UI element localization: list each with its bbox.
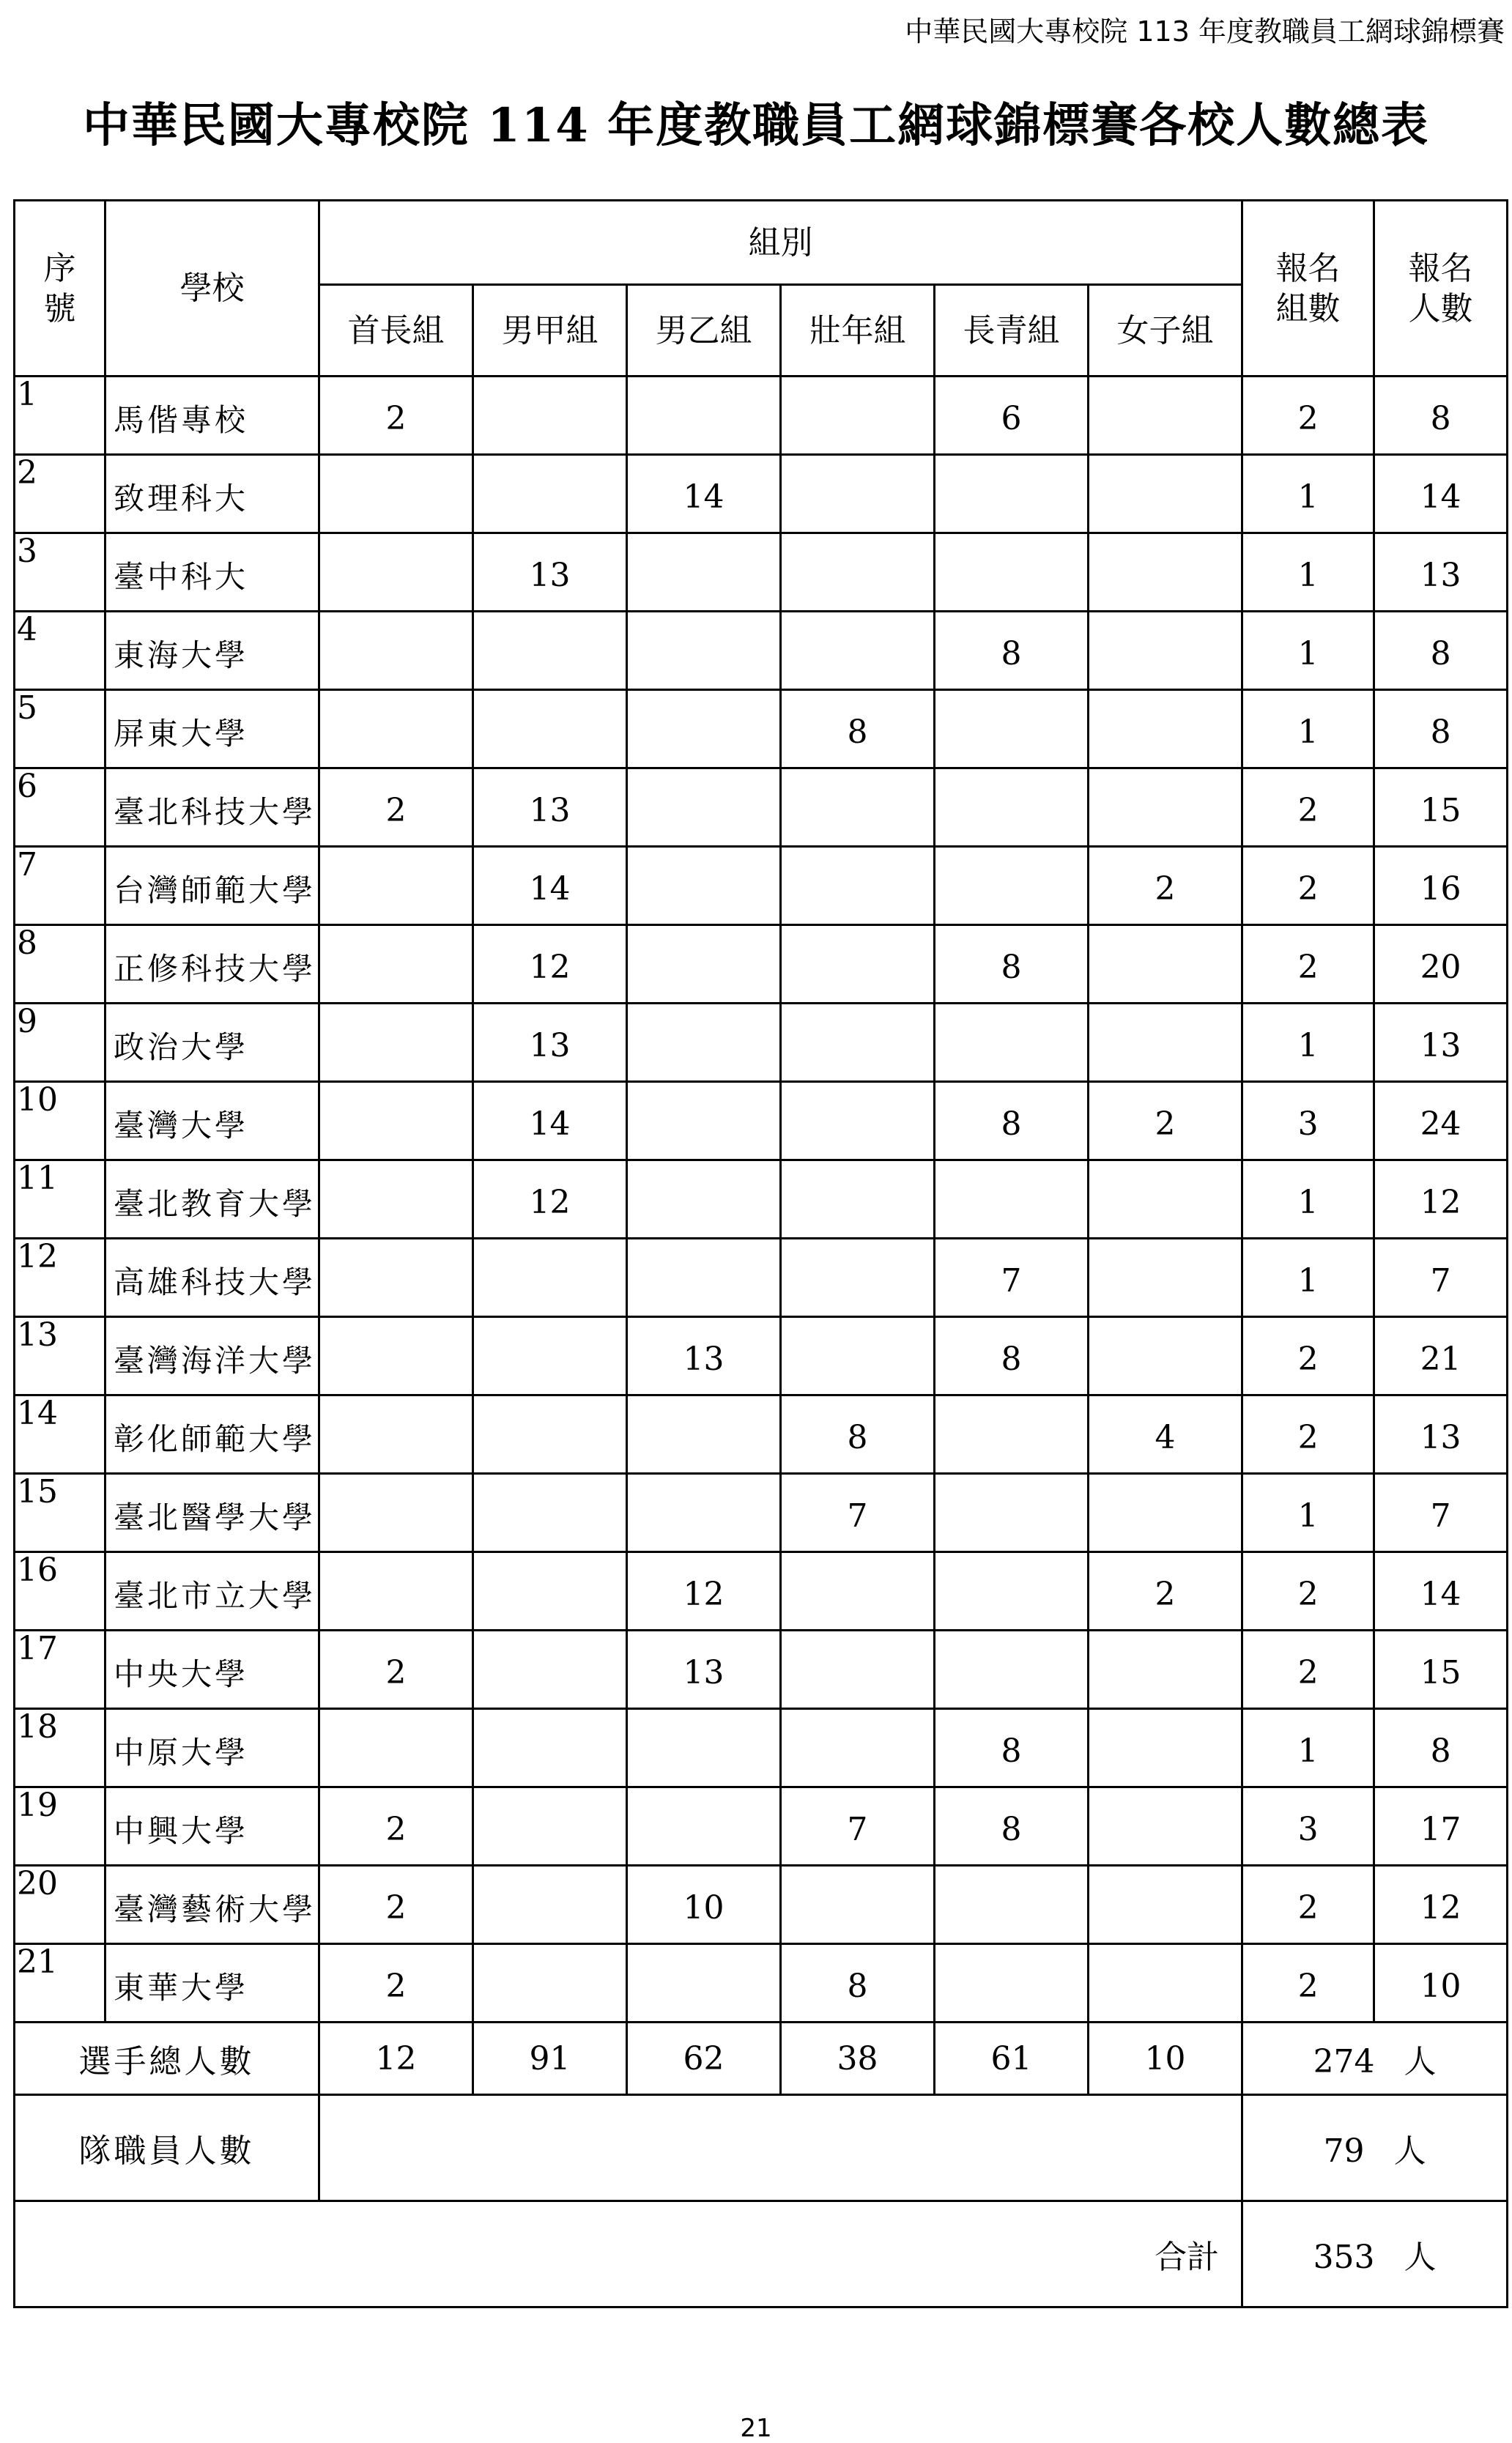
row-people-cell: 13 xyxy=(1374,1395,1508,1474)
row-people-cell: 24 xyxy=(1374,1082,1508,1160)
row-group-cell xyxy=(319,1709,473,1787)
row-group-cell xyxy=(473,1787,627,1866)
row-group-cell xyxy=(319,1474,473,1552)
row-teams-cell: 2 xyxy=(1242,1552,1374,1631)
row-school-cell: 臺灣大學 xyxy=(105,1082,319,1160)
row-seq-cell: 9 xyxy=(15,1004,105,1082)
row-people-cell: 8 xyxy=(1374,1709,1508,1787)
row-people-cell: 12 xyxy=(1374,1866,1508,1944)
people-header-line1: 報名 xyxy=(1408,249,1473,287)
row-group-cell xyxy=(319,690,473,768)
row-group-cell xyxy=(319,612,473,690)
row-people-cell: 12 xyxy=(1374,1160,1508,1239)
row-group-cell xyxy=(935,1004,1089,1082)
row-teams-cell: 1 xyxy=(1242,690,1374,768)
row-group-cell: 7 xyxy=(781,1474,935,1552)
group-header-cell: 長青組 xyxy=(935,285,1089,377)
row-teams-cell: 2 xyxy=(1242,847,1374,925)
row-group-cell: 12 xyxy=(627,1552,781,1631)
row-group-cell xyxy=(319,1082,473,1160)
row-group-cell: 2 xyxy=(1089,1552,1242,1631)
row-school-cell: 中原大學 xyxy=(105,1709,319,1787)
row-group-cell xyxy=(473,690,627,768)
table-row xyxy=(15,1004,1508,1082)
row-people-cell: 7 xyxy=(1374,1474,1508,1552)
teams-header-line2: 組數 xyxy=(1275,289,1341,327)
row-group-cell xyxy=(319,1395,473,1474)
row-group-cell xyxy=(627,533,781,612)
group-header-cell: 男乙組 xyxy=(627,285,781,377)
group-header: 組別 xyxy=(319,201,1242,285)
row-group-cell: 8 xyxy=(935,925,1089,1004)
row-group-cell xyxy=(781,847,935,925)
row-group-cell xyxy=(473,455,627,533)
row-people-cell: 13 xyxy=(1374,533,1508,612)
row-group-cell xyxy=(781,533,935,612)
row-group-cell: 2 xyxy=(1089,1082,1242,1160)
row-people-cell: 8 xyxy=(1374,377,1508,455)
row-seq-cell: 7 xyxy=(15,847,105,925)
row-people-cell: 15 xyxy=(1374,1631,1508,1709)
row-group-cell xyxy=(1089,1474,1242,1552)
grand-total-label: 合計 xyxy=(15,2201,1242,2307)
header-row-1 xyxy=(15,201,1508,285)
row-teams-cell: 2 xyxy=(1242,1866,1374,1944)
row-group-cell xyxy=(319,1317,473,1395)
row-school-cell: 東華大學 xyxy=(105,1944,319,2023)
row-teams-cell: 1 xyxy=(1242,455,1374,533)
table-row xyxy=(15,1552,1508,1631)
row-group-cell xyxy=(781,1239,935,1317)
row-group-cell xyxy=(935,1631,1089,1709)
row-teams-cell: 1 xyxy=(1242,612,1374,690)
row-seq-cell: 1 xyxy=(15,377,105,455)
teams-header xyxy=(1242,201,1374,377)
row-group-cell xyxy=(319,1239,473,1317)
row-group-cell xyxy=(627,1944,781,2023)
table-row xyxy=(15,1160,1508,1239)
row-group-cell xyxy=(935,1160,1089,1239)
row-group-cell xyxy=(781,1004,935,1082)
row-group-cell xyxy=(781,1082,935,1160)
row-group-cell xyxy=(627,1787,781,1866)
row-group-cell xyxy=(627,612,781,690)
running-header: 中華民國大專校院 113 年度教職員工網球錦標賽 xyxy=(905,15,1505,48)
row-group-cell: 8 xyxy=(935,1787,1089,1866)
grand-total-cell xyxy=(1242,2201,1508,2307)
row-group-cell xyxy=(781,1709,935,1787)
row-group-cell xyxy=(1089,377,1242,455)
row-group-cell: 8 xyxy=(781,1395,935,1474)
row-group-cell xyxy=(781,1317,935,1395)
row-group-cell: 7 xyxy=(781,1787,935,1866)
seq-header-line1: 序 xyxy=(43,249,76,287)
row-group-cell xyxy=(1089,533,1242,612)
row-group-cell: 12 xyxy=(473,925,627,1004)
total-cell: 61 xyxy=(935,2023,1089,2095)
row-teams-cell: 3 xyxy=(1242,1787,1374,1866)
group-header-cell: 壯年組 xyxy=(781,285,935,377)
row-group-cell xyxy=(1089,768,1242,847)
row-group-cell xyxy=(781,1160,935,1239)
table-row xyxy=(15,847,1508,925)
row-group-cell xyxy=(781,1866,935,1944)
row-school-cell: 台灣師範大學 xyxy=(105,847,319,925)
table-row xyxy=(15,1239,1508,1317)
table-row xyxy=(15,1317,1508,1395)
row-group-cell: 2 xyxy=(1089,847,1242,925)
row-group-cell xyxy=(935,1474,1089,1552)
row-school-cell: 臺灣藝術大學 xyxy=(105,1866,319,1944)
row-group-cell xyxy=(1089,612,1242,690)
row-seq-cell: 5 xyxy=(15,690,105,768)
row-group-cell xyxy=(781,925,935,1004)
group-header-cell: 首長組 xyxy=(319,285,473,377)
row-group-cell xyxy=(473,1944,627,2023)
row-group-cell xyxy=(319,1004,473,1082)
row-group-cell xyxy=(1089,1317,1242,1395)
row-group-cell xyxy=(935,1395,1089,1474)
row-group-cell: 2 xyxy=(319,1631,473,1709)
table-row xyxy=(15,1082,1508,1160)
table-row xyxy=(15,455,1508,533)
seq-header-line2: 號 xyxy=(43,289,76,327)
row-group-cell: 14 xyxy=(473,847,627,925)
table-row xyxy=(15,1631,1508,1709)
row-group-cell xyxy=(627,925,781,1004)
staff-total-value: 79 xyxy=(1323,2132,1365,2170)
row-group-cell: 8 xyxy=(935,1709,1089,1787)
row-group-cell xyxy=(627,1474,781,1552)
row-group-cell xyxy=(1089,1004,1242,1082)
row-group-cell xyxy=(473,1395,627,1474)
row-group-cell xyxy=(319,533,473,612)
total-players-unit: 人 xyxy=(1404,2043,1437,2080)
row-school-cell: 屏東大學 xyxy=(105,690,319,768)
row-group-cell xyxy=(627,1082,781,1160)
row-seq-cell: 19 xyxy=(15,1787,105,1866)
table-row xyxy=(15,1787,1508,1866)
grand-total-row xyxy=(15,2201,1508,2307)
total-cell: 10 xyxy=(1089,2023,1242,2095)
row-group-cell: 8 xyxy=(935,1317,1089,1395)
row-group-cell xyxy=(319,847,473,925)
row-group-cell: 7 xyxy=(935,1239,1089,1317)
total-players-cell xyxy=(1242,2023,1508,2095)
people-header-line2: 人數 xyxy=(1408,289,1473,327)
row-group-cell xyxy=(935,1552,1089,1631)
row-people-cell: 16 xyxy=(1374,847,1508,925)
row-group-cell: 13 xyxy=(473,768,627,847)
row-seq-cell: 11 xyxy=(15,1160,105,1239)
row-group-cell: 13 xyxy=(473,1004,627,1082)
row-group-cell: 6 xyxy=(935,377,1089,455)
row-school-cell: 臺灣海洋大學 xyxy=(105,1317,319,1395)
row-group-cell: 2 xyxy=(319,377,473,455)
row-seq-cell: 12 xyxy=(15,1239,105,1317)
staff-row xyxy=(15,2095,1508,2201)
row-group-cell: 8 xyxy=(781,690,935,768)
row-group-cell xyxy=(473,377,627,455)
row-group-cell xyxy=(1089,1160,1242,1239)
row-group-cell xyxy=(319,455,473,533)
row-group-cell xyxy=(627,1160,781,1239)
table-row xyxy=(15,612,1508,690)
row-school-cell: 正修科技大學 xyxy=(105,925,319,1004)
row-group-cell: 4 xyxy=(1089,1395,1242,1474)
row-teams-cell: 1 xyxy=(1242,1004,1374,1082)
table-row xyxy=(15,533,1508,612)
row-seq-cell: 15 xyxy=(15,1474,105,1552)
row-teams-cell: 2 xyxy=(1242,768,1374,847)
people-header xyxy=(1374,201,1508,377)
table-row xyxy=(15,925,1508,1004)
row-school-cell: 致理科大 xyxy=(105,455,319,533)
row-group-cell xyxy=(1089,1631,1242,1709)
table-row xyxy=(15,768,1508,847)
row-seq-cell: 6 xyxy=(15,768,105,847)
row-group-cell xyxy=(935,847,1089,925)
row-seq-cell: 10 xyxy=(15,1082,105,1160)
row-group-cell xyxy=(935,690,1089,768)
table-row xyxy=(15,690,1508,768)
row-group-cell xyxy=(473,1239,627,1317)
total-cell: 62 xyxy=(627,2023,781,2095)
staff-row-label: 隊職員人數 xyxy=(15,2095,319,2201)
row-group-cell xyxy=(319,1552,473,1631)
row-group-cell: 14 xyxy=(627,455,781,533)
row-group-cell xyxy=(473,1552,627,1631)
row-group-cell xyxy=(473,1317,627,1395)
table-row xyxy=(15,1395,1508,1474)
row-people-cell: 7 xyxy=(1374,1239,1508,1317)
row-teams-cell: 2 xyxy=(1242,1317,1374,1395)
row-group-cell xyxy=(473,1631,627,1709)
total-row xyxy=(15,2023,1508,2095)
row-school-cell: 馬偕專校 xyxy=(105,377,319,455)
row-group-cell xyxy=(1089,1709,1242,1787)
row-group-cell xyxy=(935,1866,1089,1944)
row-school-cell: 臺中科大 xyxy=(105,533,319,612)
row-group-cell: 2 xyxy=(319,1787,473,1866)
row-group-cell xyxy=(935,533,1089,612)
row-teams-cell: 2 xyxy=(1242,377,1374,455)
row-group-cell: 8 xyxy=(935,1082,1089,1160)
row-group-cell xyxy=(627,847,781,925)
row-people-cell: 14 xyxy=(1374,1552,1508,1631)
row-group-cell: 8 xyxy=(935,612,1089,690)
row-group-cell xyxy=(473,1709,627,1787)
row-group-cell xyxy=(781,1631,935,1709)
row-school-cell: 政治大學 xyxy=(105,1004,319,1082)
row-school-cell: 臺北科技大學 xyxy=(105,768,319,847)
staff-row-blank xyxy=(319,2095,1242,2201)
row-group-cell: 13 xyxy=(627,1317,781,1395)
row-group-cell xyxy=(1089,1787,1242,1866)
row-people-cell: 14 xyxy=(1374,455,1508,533)
row-group-cell xyxy=(1089,925,1242,1004)
row-people-cell: 13 xyxy=(1374,1004,1508,1082)
row-teams-cell: 2 xyxy=(1242,925,1374,1004)
table-row xyxy=(15,1944,1508,2023)
grand-total-value: 353 xyxy=(1313,2239,1375,2276)
row-teams-cell: 1 xyxy=(1242,1474,1374,1552)
row-school-cell: 臺北醫學大學 xyxy=(105,1474,319,1552)
row-group-cell: 10 xyxy=(627,1866,781,1944)
row-school-cell: 東海大學 xyxy=(105,612,319,690)
row-group-cell xyxy=(627,377,781,455)
row-teams-cell: 2 xyxy=(1242,1944,1374,2023)
row-people-cell: 15 xyxy=(1374,768,1508,847)
row-people-cell: 21 xyxy=(1374,1317,1508,1395)
row-group-cell: 12 xyxy=(473,1160,627,1239)
row-group-cell xyxy=(1089,455,1242,533)
row-group-cell xyxy=(781,377,935,455)
row-teams-cell: 1 xyxy=(1242,1239,1374,1317)
school-header: 學校 xyxy=(105,201,319,377)
row-group-cell xyxy=(935,455,1089,533)
row-group-cell xyxy=(627,690,781,768)
row-group-cell xyxy=(781,455,935,533)
total-cell: 38 xyxy=(781,2023,935,2095)
row-seq-cell: 17 xyxy=(15,1631,105,1709)
row-seq-cell: 2 xyxy=(15,455,105,533)
row-people-cell: 8 xyxy=(1374,612,1508,690)
row-group-cell: 13 xyxy=(627,1631,781,1709)
row-group-cell: 2 xyxy=(319,768,473,847)
page-number: 21 xyxy=(740,2414,772,2443)
row-people-cell: 20 xyxy=(1374,925,1508,1004)
total-cell: 12 xyxy=(319,2023,473,2095)
row-group-cell xyxy=(627,1239,781,1317)
row-teams-cell: 2 xyxy=(1242,1631,1374,1709)
total-players-value: 274 xyxy=(1313,2043,1375,2080)
total-cell: 91 xyxy=(473,2023,627,2095)
row-group-cell: 8 xyxy=(781,1944,935,2023)
row-people-cell: 8 xyxy=(1374,690,1508,768)
row-group-cell xyxy=(627,1395,781,1474)
row-group-cell xyxy=(319,925,473,1004)
row-seq-cell: 20 xyxy=(15,1866,105,1944)
row-teams-cell: 2 xyxy=(1242,1395,1374,1474)
row-people-cell: 17 xyxy=(1374,1787,1508,1866)
row-seq-cell: 18 xyxy=(15,1709,105,1787)
row-group-cell xyxy=(627,1004,781,1082)
table-row xyxy=(15,1474,1508,1552)
table-row xyxy=(15,1866,1508,1944)
row-teams-cell: 3 xyxy=(1242,1082,1374,1160)
row-group-cell xyxy=(473,612,627,690)
row-school-cell: 中央大學 xyxy=(105,1631,319,1709)
group-header-cell: 男甲組 xyxy=(473,285,627,377)
row-teams-cell: 1 xyxy=(1242,1160,1374,1239)
row-teams-cell: 1 xyxy=(1242,533,1374,612)
row-group-cell: 2 xyxy=(319,1944,473,2023)
row-seq-cell: 3 xyxy=(15,533,105,612)
row-group-cell xyxy=(781,612,935,690)
row-seq-cell: 13 xyxy=(15,1317,105,1395)
staff-total-cell xyxy=(1242,2095,1508,2201)
row-group-cell xyxy=(319,1160,473,1239)
row-group-cell xyxy=(781,1552,935,1631)
teams-header-line1: 報名 xyxy=(1275,249,1341,287)
total-row-label: 選手總人數 xyxy=(15,2023,319,2095)
row-group-cell xyxy=(473,1866,627,1944)
row-seq-cell: 4 xyxy=(15,612,105,690)
group-header-cell: 女子組 xyxy=(1089,285,1242,377)
row-teams-cell: 1 xyxy=(1242,1709,1374,1787)
grand-total-unit: 人 xyxy=(1404,2239,1437,2276)
table-row xyxy=(15,1709,1508,1787)
row-group-cell xyxy=(627,768,781,847)
row-people-cell: 10 xyxy=(1374,1944,1508,2023)
page-title: 中華民國大專校院 114 年度教職員工網球錦標賽各校人數總表 xyxy=(82,98,1430,153)
row-seq-cell: 16 xyxy=(15,1552,105,1631)
row-group-cell xyxy=(1089,1866,1242,1944)
row-seq-cell: 14 xyxy=(15,1395,105,1474)
row-group-cell xyxy=(627,1709,781,1787)
row-group-cell xyxy=(781,768,935,847)
table-row xyxy=(15,377,1508,455)
row-group-cell xyxy=(935,1944,1089,2023)
row-seq-cell: 21 xyxy=(15,1944,105,2023)
row-group-cell: 14 xyxy=(473,1082,627,1160)
row-group-cell xyxy=(473,1474,627,1552)
seq-header xyxy=(15,201,105,377)
row-group-cell xyxy=(1089,1944,1242,2023)
row-seq-cell: 8 xyxy=(15,925,105,1004)
row-school-cell: 臺北市立大學 xyxy=(105,1552,319,1631)
row-school-cell: 彰化師範大學 xyxy=(105,1395,319,1474)
row-group-cell xyxy=(1089,1239,1242,1317)
row-group-cell: 13 xyxy=(473,533,627,612)
summary-table xyxy=(13,199,1508,2308)
row-school-cell: 臺北教育大學 xyxy=(105,1160,319,1239)
row-group-cell: 2 xyxy=(319,1866,473,1944)
row-school-cell: 中興大學 xyxy=(105,1787,319,1866)
row-school-cell: 高雄科技大學 xyxy=(105,1239,319,1317)
row-group-cell xyxy=(935,768,1089,847)
row-group-cell xyxy=(1089,690,1242,768)
table-body xyxy=(15,377,1508,2023)
staff-total-unit: 人 xyxy=(1393,2132,1426,2170)
